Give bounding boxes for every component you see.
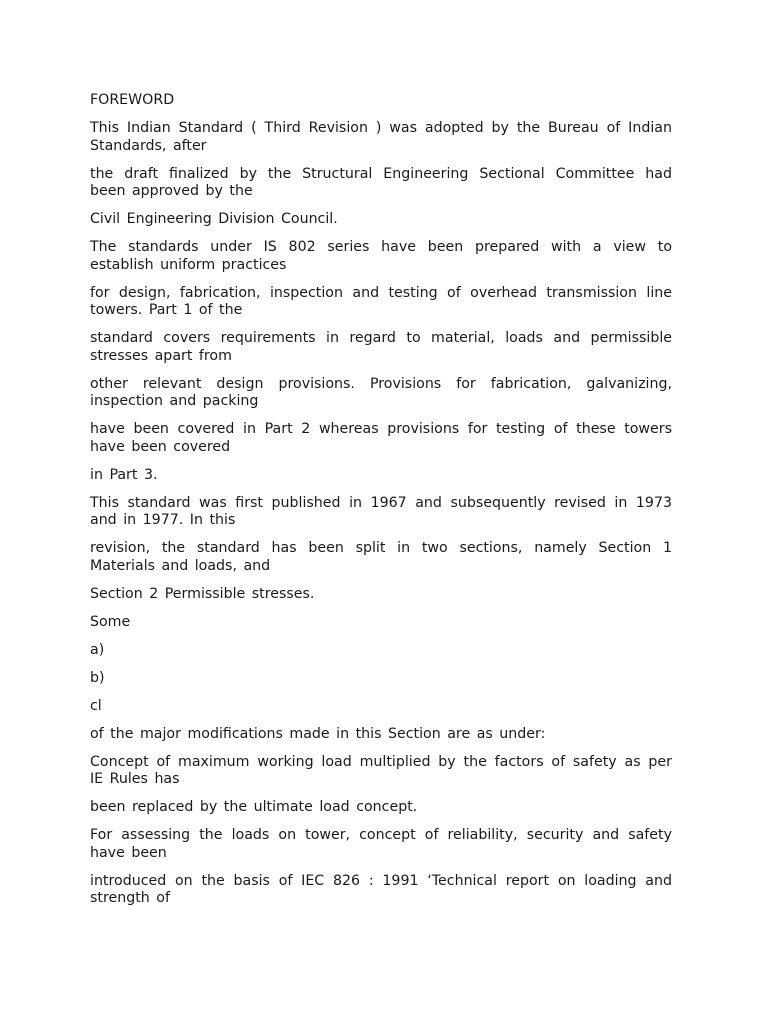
paragraph: standard covers requirements in regard to material, loads and permissible stresses apart from	[90, 330, 672, 364]
paragraph: Concept of maximum working load multiplied by the factors of safety as per IE Rules has	[90, 753, 672, 787]
list-marker-b: b)	[90, 669, 105, 686]
paragraph: introduced on the basis of IEC 826 : 1991 ‘Technical report on loading and strength of	[90, 872, 672, 906]
paragraph: Some	[90, 613, 131, 630]
paragraph: The standards under IS 802 series have been prepared with a view to establish uniform practices	[90, 239, 672, 273]
paragraph: been replaced by the ultimate load concept.	[90, 799, 418, 815]
paragraph: other relevant design provisions. Provisions for fabrication, galvanizing, inspection and packing	[90, 375, 672, 409]
foreword-heading: FOREWORD	[90, 92, 175, 108]
list-marker-a: a)	[90, 641, 105, 658]
paragraph: For assessing the loads on tower, concept of reliability, security and safety have been	[90, 827, 672, 861]
paragraph: Civil Engineering Division Council.	[90, 211, 338, 227]
paragraph: This standard was first published in 1967 and subsequently revised in 1973 and in 1977. In this	[90, 494, 672, 528]
document-page	[90, 92, 672, 918]
paragraph: have been covered in Part 2 whereas provisions for testing of these towers have been covered	[90, 421, 672, 455]
paragraph: revision, the standard has been split in two sections, namely Section 1 Materials and loads, and	[90, 540, 672, 574]
paragraph: of the major modifications made in this Section are as under:	[90, 725, 546, 742]
list-marker-c: cl	[90, 697, 102, 714]
paragraph: in Part 3.	[90, 466, 158, 483]
paragraph: This Indian Standard ( Third Revision ) was adopted by the Bureau of Indian Standards, after	[90, 120, 672, 154]
paragraph: Section 2 Permissible stresses.	[90, 585, 315, 602]
paragraph: the draft finalized by the Structural Engineering Sectional Committee had been approved by the	[90, 165, 672, 199]
paragraph: for design, fabrication, inspection and testing of overhead transmission line towers. Part 1 of the	[90, 284, 672, 318]
